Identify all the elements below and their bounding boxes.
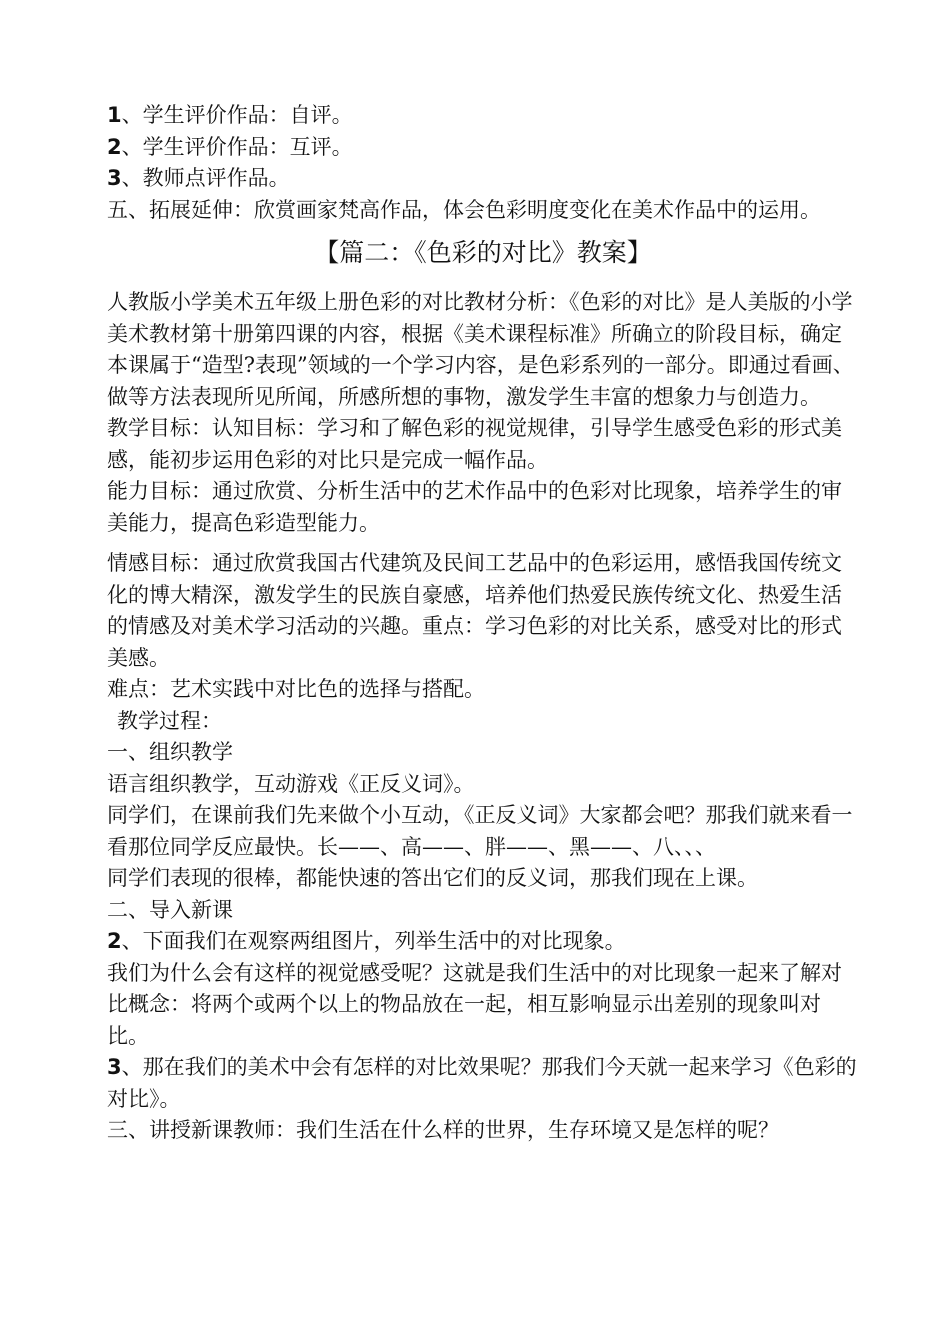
- goal-ability-paragraph: 能力目标：通过欣赏、分析生活中的艺术作品中的色彩对比现象，培养学生的审美能力，提高色彩造型能力。: [107, 479, 842, 535]
- item-text: 、学生评价作品：自评。: [121, 103, 353, 127]
- step1-line1: 语言组织教学，互动游戏《正反义词》。: [107, 771, 475, 796]
- item-number: 2: [107, 929, 122, 953]
- process-label: 教学过程：: [117, 708, 222, 733]
- item-text: 、教师点评作品。: [121, 166, 290, 190]
- list-item: [107, 1052, 859, 1115]
- goal-emotion-paragraph: 情感目标：通过欣赏我国古代建筑及民间工艺品中的色彩运用，感悟我国传统文化的博大精深，激发学生的民族自豪感，培养他们热爱民族传统文化、热爱生活的情感及对美术学习活动的兴趣。重点：学习色彩的对比关系，感受对比的形式美感。: [107, 551, 842, 670]
- step3-title: 三、讲授新课教师：我们生活在什么样的世界，生存环境又是怎样的呢？: [107, 1118, 779, 1142]
- list-item: [107, 163, 859, 195]
- step2-title: 二、导入新课: [107, 897, 233, 922]
- step1-line3: 同学们表现的很棒，都能快速的答出它们的反义词，那我们现在上课。: [107, 866, 758, 890]
- document-body: [107, 100, 859, 1147]
- item-text: 、下面我们在观察两组图片，列举生活中的对比现象。: [121, 929, 626, 953]
- step1-line2: 同学们，在课前我们先来做个小互动，《正反义词》大家都会吧？那我们就来看一看那位同学反应最快。长——、高——、胖——、黑——、八、、、: [107, 803, 853, 859]
- list-item: [107, 926, 859, 958]
- analysis-paragraph: 人教版小学美术五年级上册色彩的对比教材分析：《色彩的对比》是人美版的小学美术教材第十册第四课的内容，根据《美术课程标准》所确立的阶段目标，确定本课属于“造型?表现”领域的一个学习内容，是色彩系列的一部分。即通过看画、做等方法表现所见所闻，所感所想的事物，激发学生丰富的想象力与创造力。: [107, 290, 854, 409]
- section-title: 【篇二：《色彩的对比》教案】: [314, 238, 652, 267]
- item-number: 1: [107, 103, 122, 127]
- item-text: 、学生评价作品：互评。: [121, 134, 353, 159]
- list-item: [107, 132, 859, 164]
- item-text: 、那在我们的美术中会有怎样的对比效果呢？那我们今天就一起来学习《色彩的对比》。: [107, 1055, 857, 1111]
- list-item: [107, 100, 859, 132]
- item-number: 3: [107, 1055, 122, 1079]
- difficulty-paragraph: 难点：艺术实践中对比色的选择与搭配。: [107, 677, 485, 701]
- item-number: 3: [107, 166, 122, 190]
- goal-cognitive-paragraph: 教学目标：认知目标：学习和了解色彩的视觉规律，引导学生感受色彩的形式美感，能初步运用色彩的对比只是完成一幅作品。: [107, 416, 842, 472]
- extension-paragraph: 五、拓展延伸：欣赏画家梵高作品，体会色彩明度变化在美术作品中的运用。: [107, 197, 821, 222]
- item-number: 2: [107, 134, 122, 159]
- step2-paragraph: 我们为什么会有这样的视觉感受呢？这就是我们生活中的对比现象一起来了解对比概念：将两个或两个以上的物品放在一起，相互影响显示出差别的现象叫对比。: [107, 960, 842, 1048]
- step1-title: 一、组织教学: [107, 740, 233, 764]
